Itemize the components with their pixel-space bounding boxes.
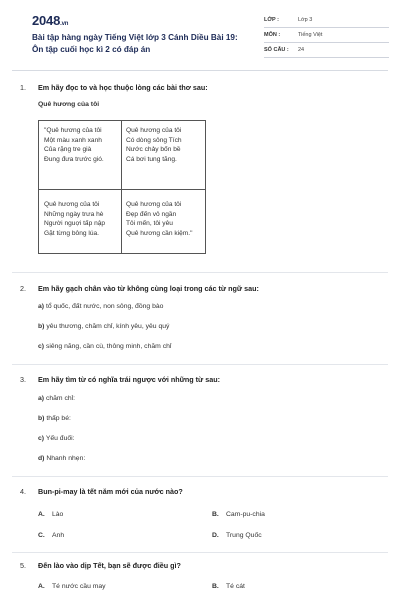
poem-title: Quê hương của tôi (38, 101, 100, 108)
question-1 (20, 83, 380, 92)
stanza-1: "Quê hương của tôi Một màu xanh xanh Của rặng tre già Đung đưa trước gió. (44, 127, 104, 163)
site-logo[interactable]: 2048.vn (32, 13, 69, 28)
answer-item: c) Yếu đuối: (38, 435, 75, 442)
answer-item: b) thấp bé: (38, 415, 71, 422)
question-divider (12, 272, 388, 273)
question-number: 3. (20, 375, 26, 384)
document-meta (264, 13, 389, 58)
option-a[interactable]: A. Lào (38, 511, 64, 518)
answer-item: a) chăm chỉ: (38, 395, 76, 402)
question-text: Bun-pi-may là tết năm mới của nước nào? (38, 487, 183, 496)
stanza-4: Quê hương của tôi Đẹp đến vô ngần Tôi mến, tôi yêu Quê hương cần kiệm." (126, 201, 193, 237)
question-text: Em hãy gạch chân vào từ không cùng loại trong các từ ngữ sau: (38, 284, 259, 293)
poem-table-divider (39, 189, 205, 190)
question-number: 5. (20, 561, 26, 570)
answer-item: a) tổ quốc, đất nước, non sông, đồng bào (38, 303, 164, 310)
question-number: 4. (20, 487, 26, 496)
meta-value: Tiếng Việt (298, 32, 323, 38)
meta-key: SỐ CÂU : (264, 47, 289, 53)
answer-item: c) siêng năng, cần cù, thông minh, chăm chỉ (38, 343, 172, 350)
meta-key: LỚP : (264, 17, 279, 23)
stanza-2: Quê hương của tôi Có dòng sông Tích Nước chảy bốn bề Cá bơi tung tăng. (126, 127, 182, 163)
header-divider (12, 70, 388, 71)
answer-item: d) Nhanh nhẹn: (38, 455, 86, 462)
question-divider (12, 476, 388, 477)
option-c[interactable]: C. Anh (38, 532, 65, 539)
question-number: 1. (20, 83, 26, 92)
poem-table-divider (121, 121, 122, 253)
question-2 (20, 284, 380, 293)
option-b[interactable]: B. Té cát (212, 583, 245, 590)
question-text: Em hãy đọc to và học thuộc lòng các bài thơ sau: (38, 83, 208, 92)
meta-row-class (264, 13, 389, 28)
meta-value: Lớp 3 (298, 17, 313, 23)
meta-row-count (264, 43, 389, 58)
question-number: 2. (20, 284, 26, 293)
question-5 (20, 561, 380, 570)
question-4 (20, 487, 380, 496)
answer-item: b) yêu thương, chăm chỉ, kính yêu, yêu quý (38, 323, 170, 330)
header (12, 0, 388, 68)
question-3 (20, 375, 380, 384)
stanza-3: Quê hương của tôi Những ngày trưa hè Người nguợi tấp nập Gặt từng bông lúa. (44, 201, 106, 237)
option-d[interactable]: D. Trung Quốc (212, 532, 262, 539)
meta-row-subject (264, 28, 389, 43)
option-b[interactable]: B. Cam-pu-chia (212, 511, 265, 518)
question-divider (12, 364, 388, 365)
meta-value: 24 (298, 47, 305, 53)
option-a[interactable]: A. Té nước cầu may (38, 583, 106, 590)
question-divider (12, 552, 388, 553)
question-text: Em hãy tìm từ có nghĩa trái ngược với những từ sau: (38, 375, 220, 384)
question-text: Đến lào vào dịp Tết, bạn sẽ được điều gì? (38, 561, 181, 570)
poem-table (38, 120, 206, 254)
document-title: Bài tập hàng ngày Tiếng Việt lớp 3 Cánh Diều Bài 19: Ôn tập cuối học kì 2 có đáp án (32, 33, 238, 54)
meta-key: MÔN : (264, 32, 281, 38)
